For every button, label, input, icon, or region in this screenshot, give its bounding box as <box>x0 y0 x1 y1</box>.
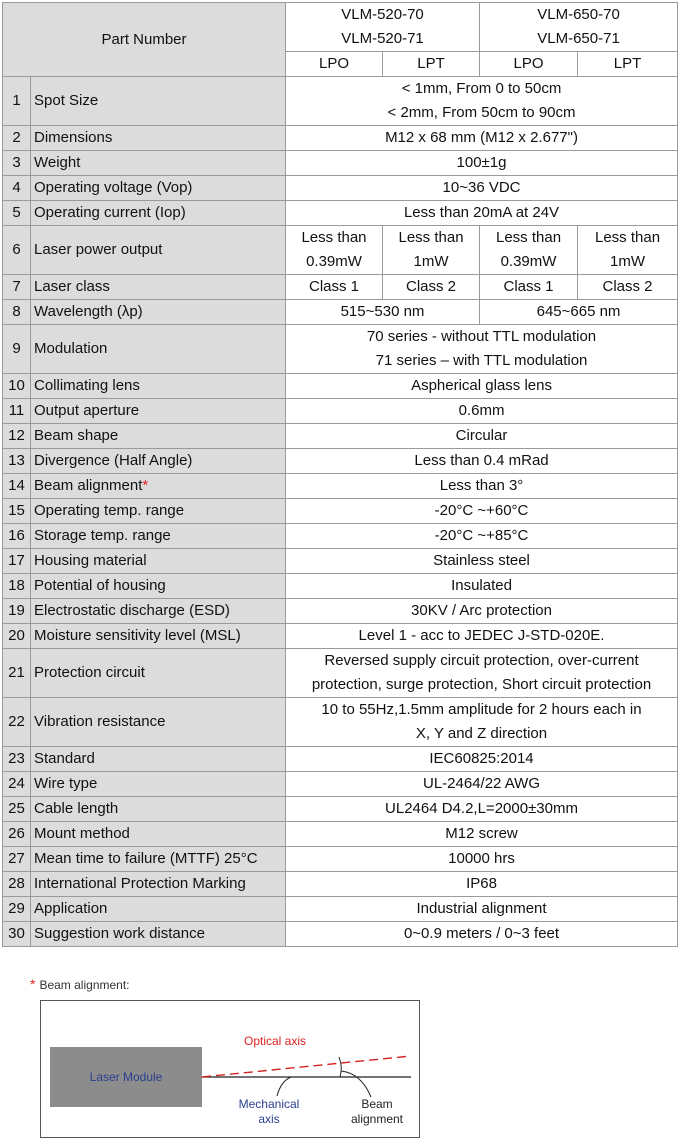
row-label-text: Beam shape <box>34 427 119 444</box>
spec-row <box>3 549 678 574</box>
row-value-group: 645~665 nm <box>480 300 678 325</box>
row-label-text: Wire type <box>34 775 98 792</box>
spec-row <box>3 872 678 897</box>
spec-row <box>3 922 678 947</box>
row-number: 13 <box>3 449 31 474</box>
row-value <box>286 325 678 374</box>
spec-row <box>3 176 678 201</box>
beam-alignment-note <box>30 976 130 992</box>
row-number: 20 <box>3 624 31 649</box>
part-650-70: VLM-650-70 <box>537 6 620 23</box>
spec-row <box>3 524 678 549</box>
row-value-line: 1mW <box>610 253 646 270</box>
row-value: Less than 0.4 mRad <box>286 449 678 474</box>
row-value: Stainless steel <box>286 549 678 574</box>
row-value-cell: Class 1 <box>480 275 578 300</box>
row-label <box>31 922 286 947</box>
spec-row <box>3 698 678 747</box>
row-value-cell <box>480 226 578 275</box>
row-number: 22 <box>3 698 31 747</box>
row-value: UL-2464/22 AWG <box>286 772 678 797</box>
row-number: 3 <box>3 151 31 176</box>
row-number: 24 <box>3 772 31 797</box>
spec-row <box>3 847 678 872</box>
row-value: 30KV / Arc protection <box>286 599 678 624</box>
row-value: -20°C ~+60°C <box>286 499 678 524</box>
row-label <box>31 524 286 549</box>
optical-axis-line <box>202 1056 411 1077</box>
row-value: Aspherical glass lens <box>286 374 678 399</box>
row-value: 0~0.9 meters / 0~3 feet <box>286 922 678 947</box>
spec-table <box>2 2 678 947</box>
beam-alignment-pointer <box>341 1071 371 1097</box>
row-value-line: Less than <box>595 229 661 246</box>
row-label <box>31 649 286 698</box>
optical-axis-label: Optical axis <box>244 1034 307 1048</box>
row-number: 9 <box>3 325 31 374</box>
row-value: 10000 hrs <box>286 847 678 872</box>
laser-module-label: Laser Module <box>89 1070 163 1084</box>
subcol-header: LPO <box>286 52 383 77</box>
row-label-text: Operating temp. range <box>34 502 185 519</box>
row-label-text: Laser class <box>34 278 110 295</box>
row-label <box>31 897 286 922</box>
spec-row <box>3 126 678 151</box>
beam-alignment-label-2: alignment <box>350 1112 404 1126</box>
spec-row <box>3 77 678 126</box>
spec-row <box>3 374 678 399</box>
spec-row <box>3 275 678 300</box>
part-650-71: VLM-650-71 <box>537 30 620 47</box>
beam-alignment-label-1: Beam <box>361 1097 393 1111</box>
row-value <box>286 77 678 126</box>
spec-row <box>3 747 678 772</box>
spec-row <box>3 449 678 474</box>
row-number: 7 <box>3 275 31 300</box>
spec-row <box>3 649 678 698</box>
row-value-cell <box>578 226 678 275</box>
row-value-cell <box>286 226 383 275</box>
spec-row <box>3 424 678 449</box>
spec-row <box>3 624 678 649</box>
row-value: UL2464 D4.2,L=2000±30mm <box>286 797 678 822</box>
row-label <box>31 77 286 126</box>
row-label <box>31 126 286 151</box>
spec-row <box>3 599 678 624</box>
row-value-line: 0.39mW <box>500 253 557 270</box>
row-number: 1 <box>3 77 31 126</box>
spec-row <box>3 226 678 275</box>
row-number: 18 <box>3 574 31 599</box>
row-label-text: Suggestion work distance <box>34 925 205 942</box>
spec-row <box>3 399 678 424</box>
row-number: 26 <box>3 822 31 847</box>
row-label <box>31 599 286 624</box>
row-label-text: Output aperture <box>34 402 140 419</box>
part-group-650 <box>480 3 678 52</box>
row-label <box>31 325 286 374</box>
row-value <box>286 698 678 747</box>
row-value: IEC60825:2014 <box>286 747 678 772</box>
row-label <box>31 300 286 325</box>
row-label-text: Application <box>34 900 108 917</box>
subcol-header: LPO <box>480 52 578 77</box>
row-value-line: 71 series – with TTL modulation <box>375 352 588 369</box>
row-number: 30 <box>3 922 31 947</box>
part-520-71: VLM-520-71 <box>341 30 424 47</box>
row-label-text: Potential of housing <box>34 577 166 594</box>
row-number: 5 <box>3 201 31 226</box>
row-label-text: Collimating lens <box>34 377 140 394</box>
row-label-text: International Protection Marking <box>34 875 246 892</box>
row-label-text: Beam alignment <box>34 477 143 494</box>
row-label <box>31 226 286 275</box>
row-label <box>31 574 286 599</box>
subcol-header: LPT <box>383 52 480 77</box>
mechanical-axis-label-2: axis <box>258 1112 280 1126</box>
row-number: 11 <box>3 399 31 424</box>
spec-row <box>3 201 678 226</box>
row-value: M12 screw <box>286 822 678 847</box>
row-value: Circular <box>286 424 678 449</box>
row-number: 14 <box>3 474 31 499</box>
row-value-line: Less than <box>398 229 464 246</box>
row-number: 28 <box>3 872 31 897</box>
row-number: 16 <box>3 524 31 549</box>
row-label-text: Dimensions <box>34 129 113 146</box>
row-label-mark: * <box>142 477 149 494</box>
row-label-text: Housing material <box>34 552 147 569</box>
row-value-cell: Class 2 <box>383 275 480 300</box>
row-label-text: Moisture sensitivity level (MSL) <box>34 627 241 644</box>
row-label-text: Protection circuit <box>34 664 145 681</box>
row-value: 0.6mm <box>286 399 678 424</box>
spec-row <box>3 574 678 599</box>
row-label <box>31 275 286 300</box>
row-value: -20°C ~+85°C <box>286 524 678 549</box>
subcol-header: LPT <box>578 52 678 77</box>
row-label <box>31 847 286 872</box>
row-value-line: X, Y and Z direction <box>415 725 548 742</box>
row-label <box>31 872 286 897</box>
row-value-line: Reversed supply circuit protection, over-current <box>324 652 639 669</box>
row-value: Industrial alignment <box>286 897 678 922</box>
mechanical-axis-pointer <box>277 1077 291 1096</box>
row-value: 100±1g <box>286 151 678 176</box>
row-label-text: Spot Size <box>34 92 99 109</box>
row-label-text: Modulation <box>34 340 108 357</box>
row-value: M12 x 68 mm (M12 x 2.677") <box>286 126 678 151</box>
row-label <box>31 698 286 747</box>
row-number: 19 <box>3 599 31 624</box>
row-label-text: Laser power output <box>34 241 163 258</box>
spec-row <box>3 474 678 499</box>
row-number: 15 <box>3 499 31 524</box>
row-value-group: 515~530 nm <box>286 300 480 325</box>
row-label <box>31 449 286 474</box>
row-number: 12 <box>3 424 31 449</box>
row-value-line: protection, surge protection, Short circuit protection <box>311 676 652 693</box>
row-label-text: Wavelength (λp) <box>34 303 143 320</box>
row-label <box>31 201 286 226</box>
beam-alignment-diagram <box>40 1000 420 1138</box>
row-label-text: Operating current (Iop) <box>34 204 186 221</box>
row-label <box>31 399 286 424</box>
part-520-70: VLM-520-70 <box>341 6 424 23</box>
row-number: 4 <box>3 176 31 201</box>
row-value <box>286 649 678 698</box>
alignment-angle-arc <box>339 1057 341 1077</box>
row-number: 10 <box>3 374 31 399</box>
row-number: 25 <box>3 797 31 822</box>
spec-row <box>3 151 678 176</box>
row-label-text: Weight <box>34 154 81 171</box>
row-value-line: 70 series - without TTL modulation <box>366 328 597 345</box>
spec-row <box>3 797 678 822</box>
row-label <box>31 474 286 499</box>
row-number: 6 <box>3 226 31 275</box>
row-value: Less than 3° <box>286 474 678 499</box>
mechanical-axis-label-1: Mechanical <box>238 1097 300 1111</box>
row-number: 17 <box>3 549 31 574</box>
spec-row <box>3 822 678 847</box>
row-label-text: Electrostatic discharge (ESD) <box>34 602 230 619</box>
row-label-text: Operating voltage (Vop) <box>34 179 193 196</box>
spec-row <box>3 897 678 922</box>
row-value-cell <box>383 226 480 275</box>
note-asterisk: * <box>30 976 36 992</box>
row-label <box>31 499 286 524</box>
row-value-line: Less than <box>301 229 367 246</box>
row-label <box>31 151 286 176</box>
spec-row <box>3 300 678 325</box>
row-label-text: Cable length <box>34 800 119 817</box>
row-number: 21 <box>3 649 31 698</box>
row-label <box>31 176 286 201</box>
part-group-520 <box>286 3 480 52</box>
row-value-line: < 1mm, From 0 to 50cm <box>401 80 562 97</box>
row-label-text: Vibration resistance <box>34 713 166 730</box>
row-value-line: 10 to 55Hz,1.5mm amplitude for 2 hours each in <box>321 701 642 718</box>
row-label-text: Mean time to failure (MTTF) 25°C <box>34 850 258 867</box>
row-label-text: Storage temp. range <box>34 527 171 544</box>
row-value-cell: Class 2 <box>578 275 678 300</box>
row-label-text: Mount method <box>34 825 130 842</box>
row-label <box>31 822 286 847</box>
row-number: 2 <box>3 126 31 151</box>
row-value-cell: Class 1 <box>286 275 383 300</box>
row-value-line: 0.39mW <box>306 253 362 270</box>
row-value: Level 1 - acc to JEDEC J-STD-020E. <box>286 624 678 649</box>
note-text: Beam alignment: <box>39 978 130 992</box>
row-label-text: Divergence (Half Angle) <box>34 452 193 469</box>
spec-row <box>3 772 678 797</box>
row-value: 10~36 VDC <box>286 176 678 201</box>
row-number: 29 <box>3 897 31 922</box>
part-number-header: Part Number <box>3 3 286 77</box>
row-value-line: < 2mm, From 50cm to 90cm <box>387 104 576 121</box>
spec-row <box>3 499 678 524</box>
row-number: 27 <box>3 847 31 872</box>
row-label <box>31 797 286 822</box>
row-value: IP68 <box>286 872 678 897</box>
spec-row <box>3 325 678 374</box>
row-number: 8 <box>3 300 31 325</box>
row-label <box>31 374 286 399</box>
diagram-svg <box>41 1001 419 1137</box>
row-value: Insulated <box>286 574 678 599</box>
row-label-text: Standard <box>34 750 95 767</box>
row-value: Less than 20mA at 24V <box>286 201 678 226</box>
row-label <box>31 549 286 574</box>
row-label <box>31 624 286 649</box>
row-label <box>31 424 286 449</box>
row-label <box>31 747 286 772</box>
row-label <box>31 772 286 797</box>
row-number: 23 <box>3 747 31 772</box>
row-value-line: Less than <box>495 229 562 246</box>
row-value-line: 1mW <box>413 253 449 270</box>
